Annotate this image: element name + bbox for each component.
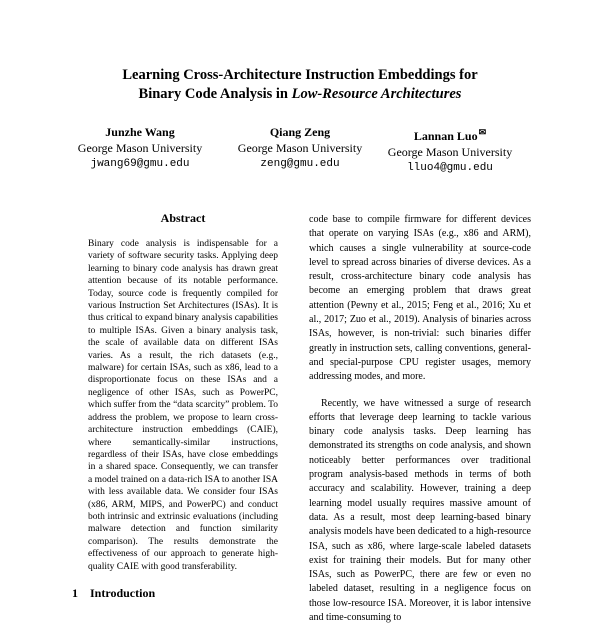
title-line-2 — [0, 85, 600, 104]
title-line-2-italic: Low-Resource Architectures — [291, 86, 462, 102]
author-1 — [50, 124, 230, 172]
author-affiliation: George Mason University — [77, 141, 203, 155]
author-affiliation: George Mason University — [387, 145, 513, 159]
intro-right-column — [309, 213, 531, 625]
author-affiliation: George Mason University — [237, 141, 363, 155]
abstract-text: Binary code analysis is indispensable for a variety of software security tasks. Applying deep learning to binary code analysis has drawn great attention because of its notable performance. Today, source code is frequently compiled for various Instruction Set Architectures (ISAs). It is thus critical to expand binary analysis capabilities to multiple ISAs. Given a binary analysis task, the scale of available data on different ISAs varies. As a result, the rich datasets (e.g., malware) for certain ISAs, such as x86, lead to a disproportionate focus on these ISAs and a negligence of other ISAs, such as PowerPC, which suffer from the “data scarcity” problem. To address the problem, we propose to learn cross-architecture instruction embeddings (CAIE), where semantically-similar instructions, regardless of their ISAs, have close embeddings in a shared space. Consequently, we can transfer a model trained on a data-rich ISA to another ISA with less available data. We consider four ISAs (x86, ARM, MIPS, and PowerPC) and conduct both intrinsic and extrinsic evaluations (including malware detection and function similarity comparison). The results demonstrate the effectiveness of our approach to generate high-quality CAIE with good transferability. — [88, 239, 278, 572]
author-name: Junzhe Wang — [105, 125, 175, 139]
abstract-heading: Abstract — [160, 211, 206, 225]
author-email[interactable]: zeng@gmu.edu — [260, 158, 340, 170]
author-name-row — [360, 124, 540, 144]
author-name: Qiang Zeng — [269, 125, 331, 139]
section-number: 1 — [72, 586, 78, 600]
author-3 — [360, 124, 540, 176]
author-email[interactable]: lluo4@gmu.edu — [407, 162, 493, 174]
envelope-icon: ✉ — [478, 127, 487, 137]
paper-title — [0, 66, 600, 104]
section-heading — [72, 586, 155, 601]
intro-paragraph-1: code base to compile firmware for different devices that operate on varying ISAs (e.g., x86 and ARM), which causes a single vulnerability at source-code level to spread across binaries of diverse devices. As a result, cross-architecture binary code analysis has become an emerging problem that draws great attention (Pewny et al., 2015; Feng et al., 2016; Xu et al., 2017; Zuo et al., 2019). Analysis of binaries across ISAs, however, is non-trivial: such binaries differ greatly in instruction sets, calling conventions, general- and special-purpose CPU register usages, memory addressing modes, and more. — [309, 214, 531, 383]
intro-paragraph-2: Recently, we have witnessed a surge of research efforts that leverage deep learning to tackle various binary code analysis tasks. Deep learning has demonstrated its strengths on code analysis, and shown noticeably better performances over traditional program analysis-based methods in terms of both accuracy and scalability. However, training a deep learning model usually requires massive amount of data. As a result, most deep learning-based binary analysis models have been dedicated to a high-resource ISA, such as x86, where large-scale labeled datasets exist for training their models. But for many other ISAs, such as PowerPC, there are few or even no labeled dataset, resulting in a negligence focus on those low-resource ISA. Moreover, it is labor intensive and time-consuming to — [309, 397, 531, 624]
section-title: Introduction — [90, 586, 156, 600]
abstract-body — [88, 238, 278, 573]
title-line-2-prefix: Binary Code Analysis in — [138, 86, 292, 102]
title-line-1: Learning Cross-Architecture Instruction Embeddings for — [122, 67, 478, 83]
author-email[interactable]: jwang69@gmu.edu — [90, 158, 190, 170]
author-name: Lannan Luo — [413, 129, 478, 143]
